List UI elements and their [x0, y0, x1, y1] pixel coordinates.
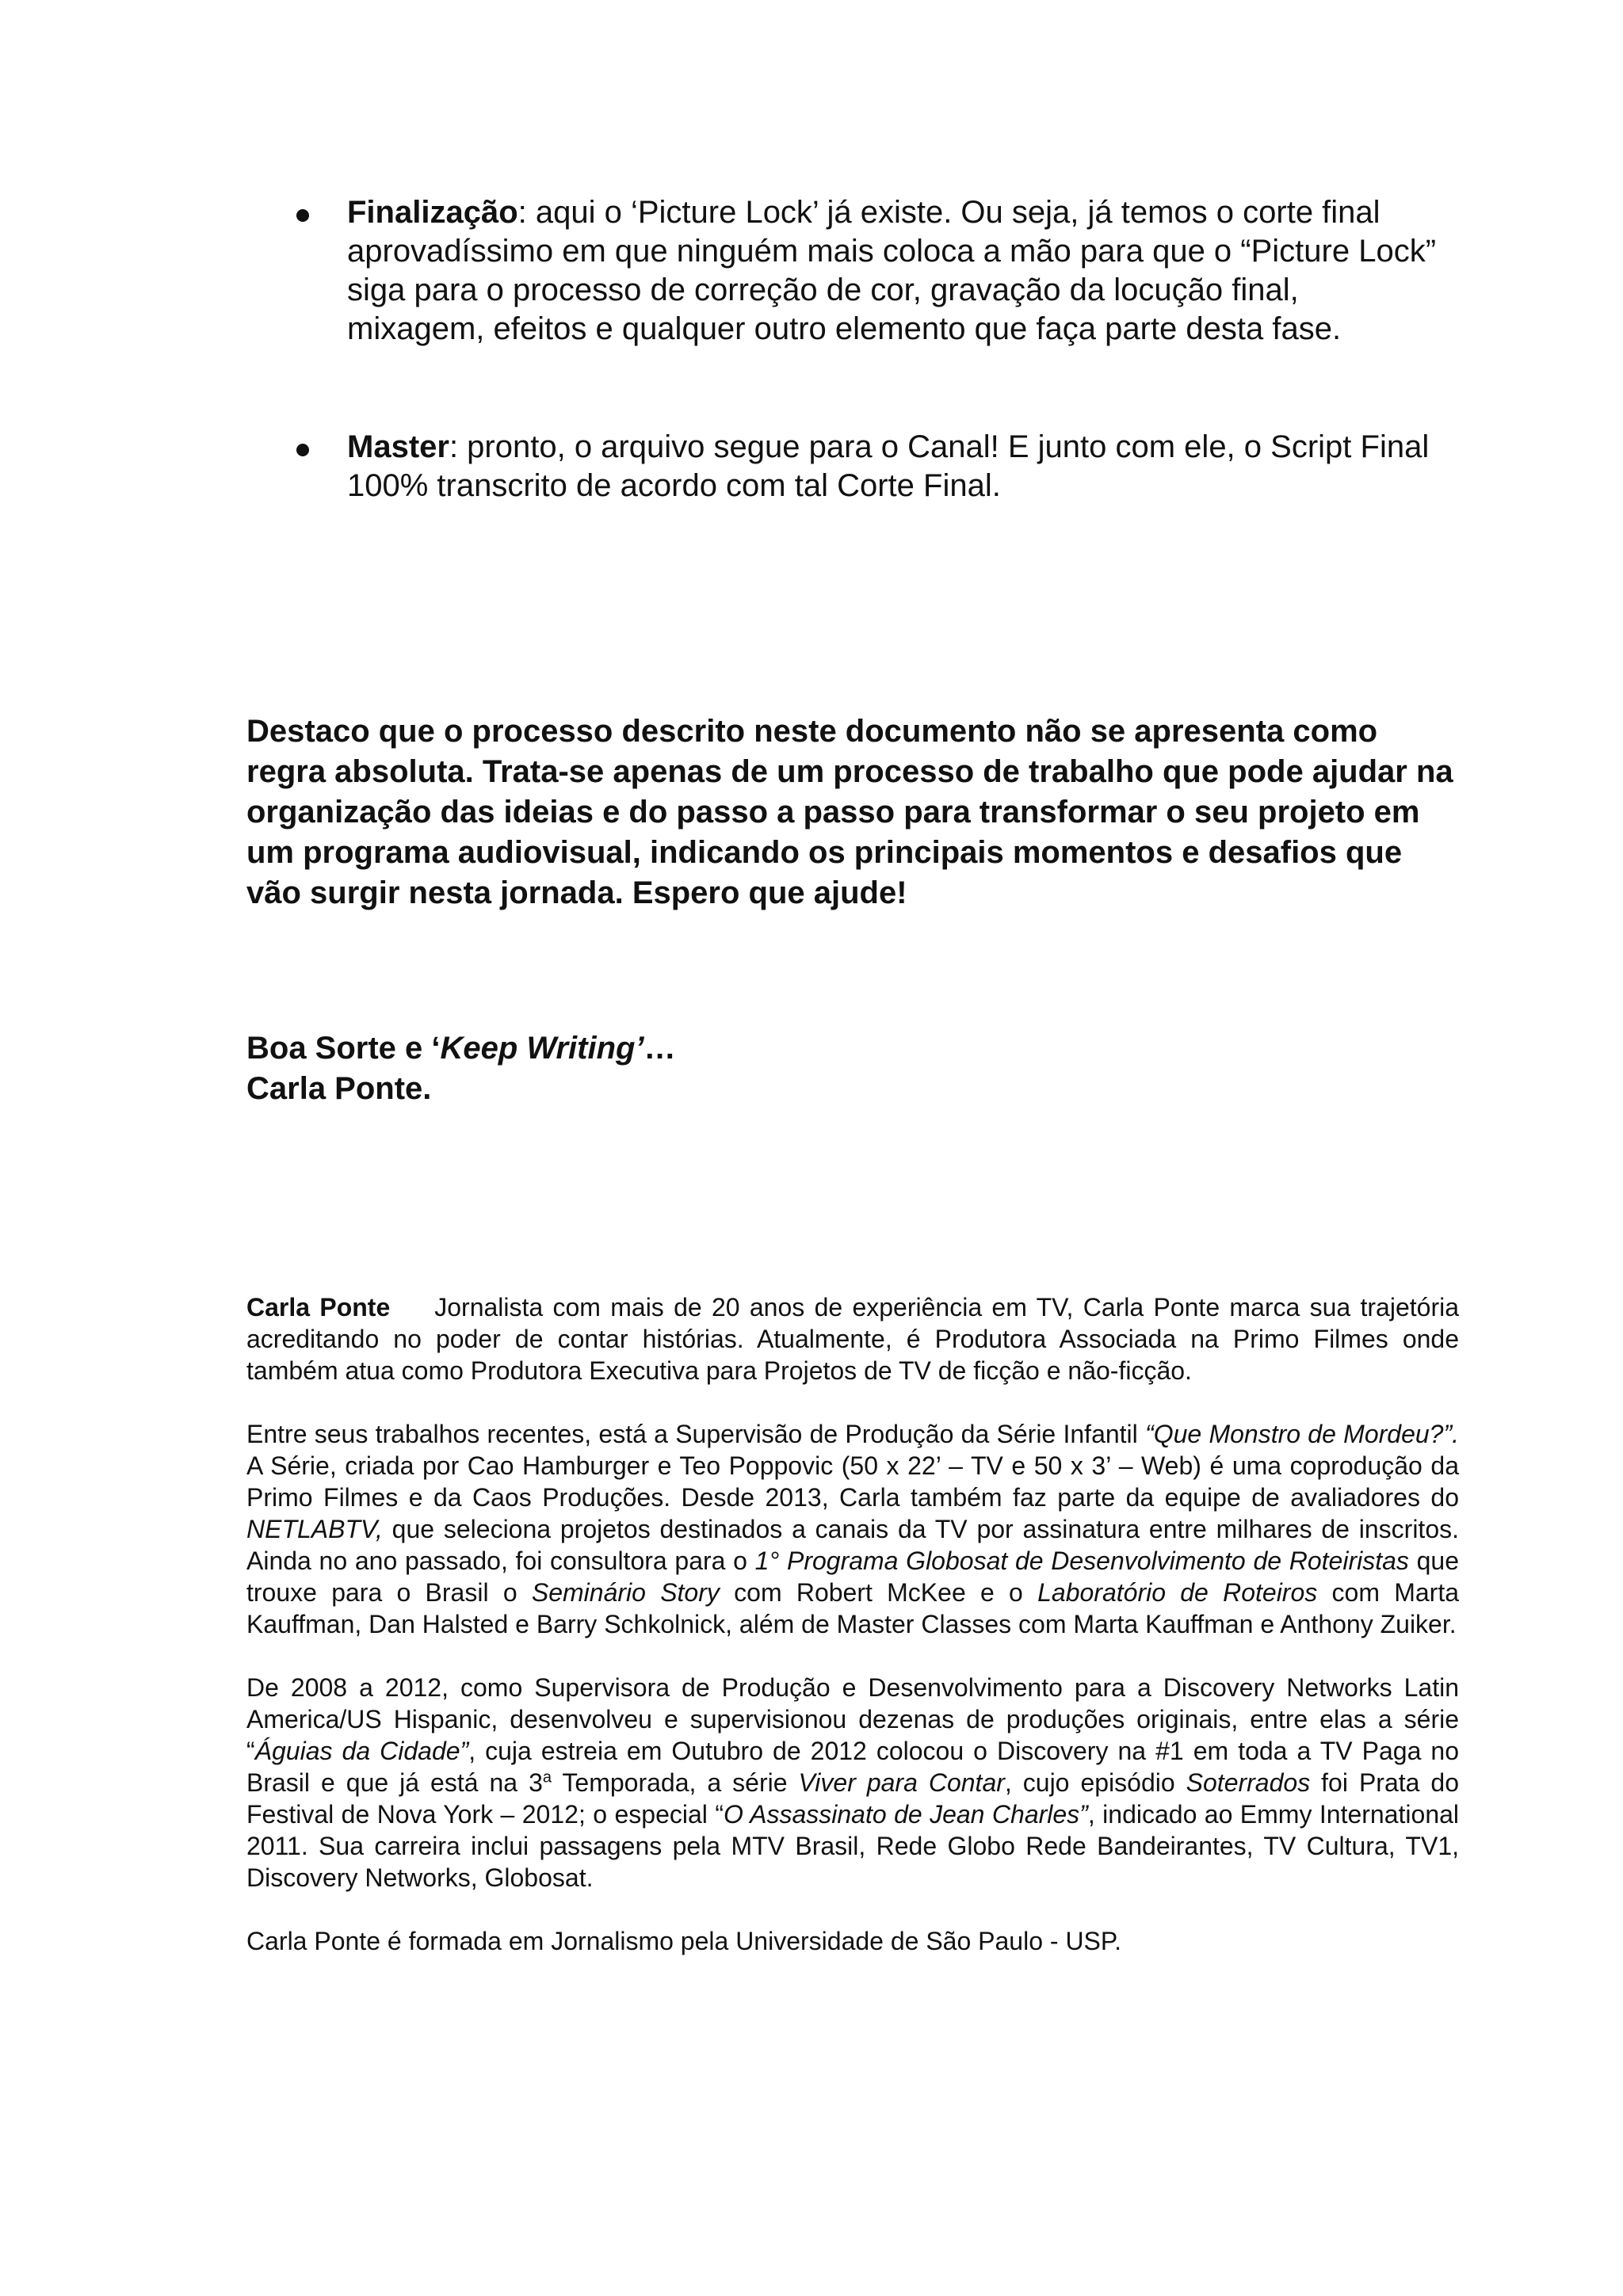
bullet-dot-icon	[296, 444, 309, 456]
bio-italic: Seminário Story	[531, 1578, 720, 1607]
bullet-master	[296, 428, 1438, 505]
bio-paragraph-1	[246, 1291, 1459, 1386]
bullet-term: Finalização	[347, 195, 518, 230]
bio-paragraph-4: Carla Ponte é formada em Jornalismo pela Universidade de São Paulo - USP.	[246, 1927, 1121, 1955]
bio-paragraph-2	[246, 1418, 1459, 1640]
signoff-prefix: Boa Sorte e ‘	[246, 1031, 441, 1066]
bio-text: A Série, criada por Cao Hamburger e Teo Poppovic (50 x 22’ – TV e 50 x 3’ – Web) é uma coprodução da Primo Filmes e da Caos Produções. Desde 2013, Carla também faz parte da equipe de avaliadores do	[246, 1451, 1459, 1512]
bio-italic: Laboratório de Roteiros	[1037, 1578, 1318, 1607]
bullet-term: Master	[347, 429, 449, 464]
bio-text: que trouxe para o Brasil o	[246, 1547, 1460, 1607]
bullet-finalizacao	[296, 193, 1438, 349]
bio-italic: Águias da Cidade”	[254, 1737, 469, 1765]
author-bio	[246, 1291, 1459, 1989]
bio-text: com Robert McKee e o	[719, 1578, 1038, 1607]
bullet-text: : pronto, o arquivo segue para o Canal! E junto com ele, o Script Final 100% transcrito de acordo com tal Corte Final.	[347, 429, 1430, 503]
bio-italic: Soterrados	[1186, 1768, 1311, 1797]
bio-text: , indicado ao Emmy International 2011. Sua carreira inclui passagens pela MTV Brasil, Rede Globo Rede Bandeirantes, TV Cultura, TV1, Discovery Networks, Globosat.	[246, 1800, 1460, 1892]
bio-name: Carla Ponte	[246, 1293, 391, 1322]
bio-text: Temporada, a série	[552, 1768, 799, 1797]
bio-paragraph-3	[246, 1672, 1459, 1894]
bio-text: Jornalista com mais de 20 anos de experiência em TV, Carla Ponte marca sua trajetória acreditando no poder de contar histórias. Atualmente, é Produtora Associada na Primo Filmes onde também atua como Produtora Executiva para Projetos de TV de ficção e não-ficção.	[246, 1293, 1459, 1385]
signoff-emphasis: Keep Writing’	[440, 1031, 644, 1066]
bio-text: que seleciona projetos destinados a canais da TV por assinatura entre milhares de inscritos. Ainda no ano passado, foi consultora para o	[246, 1515, 1459, 1575]
bio-text: com Marta Kauffman, Dan Halsted e Barry Schkolnick, além de Master Classes com Marta Kauffman e Anthony Zuiker.	[246, 1578, 1460, 1638]
signoff	[246, 1028, 1197, 1109]
bio-text: foi Prata do Festival de Nova York – 2012; o especial “	[246, 1768, 1460, 1829]
signoff-line	[246, 1028, 1197, 1069]
bio-italic: “Que Monstro de Mordeu?”.	[1145, 1420, 1460, 1448]
bullet-dot-icon	[296, 209, 309, 222]
bio-italic: Viver para Contar	[798, 1768, 1005, 1797]
bio-text: , cujo episódio	[1004, 1768, 1186, 1797]
bio-superscript: a	[542, 1768, 552, 1787]
bio-text: , cuja estreia em Outubro de 2012 colocou o Discovery na #1 em toda a TV Paga no Brasil e que já está na 3	[246, 1737, 1460, 1797]
signoff-suffix: …	[643, 1031, 676, 1066]
bio-text: De 2008 a 2012, como Supervisora de Produção e Desenvolvimento para a Discovery Networks Latin America/US Hispanic, desenvolveu e supervisionou dezenas de produções originais, entre elas a série “	[246, 1673, 1459, 1765]
bio-italic: NETLABTV,	[246, 1515, 383, 1543]
bio-text: Entre seus trabalhos recentes, está a Supervisão de Produção da Série Infantil	[246, 1420, 1146, 1448]
signoff-author: Carla Ponte.	[246, 1071, 432, 1106]
bullet-list	[296, 193, 1438, 505]
disclaimer-paragraph: Destaco que o processo descrito neste documento não se apresenta como regra absoluta. Trata-se apenas de um processo de trabalho que pode ajudar na organização das ideias e do passo a passo para transformar o seu projeto em um programa audiovisual, indicando os principais momentos e desafios que vão surgir nesta jornada. Espero que ajude!	[246, 714, 1453, 910]
bullet-text: : aqui o ‘Picture Lock’ já existe. Ou seja, já temos o corte final aprovadíssimo em que ninguém mais coloca a mão para que o “Picture Lock” siga para o processo de correção de cor, gravação da locução final, mixagem, efeitos e qualquer outro elemento que faça parte desta fase.	[347, 195, 1437, 346]
bio-italic: O Assassinato de Jean Charles”	[723, 1800, 1088, 1829]
bio-italic: 1° Programa Globosat de Desenvolvimento de Roteiristas	[754, 1547, 1409, 1575]
